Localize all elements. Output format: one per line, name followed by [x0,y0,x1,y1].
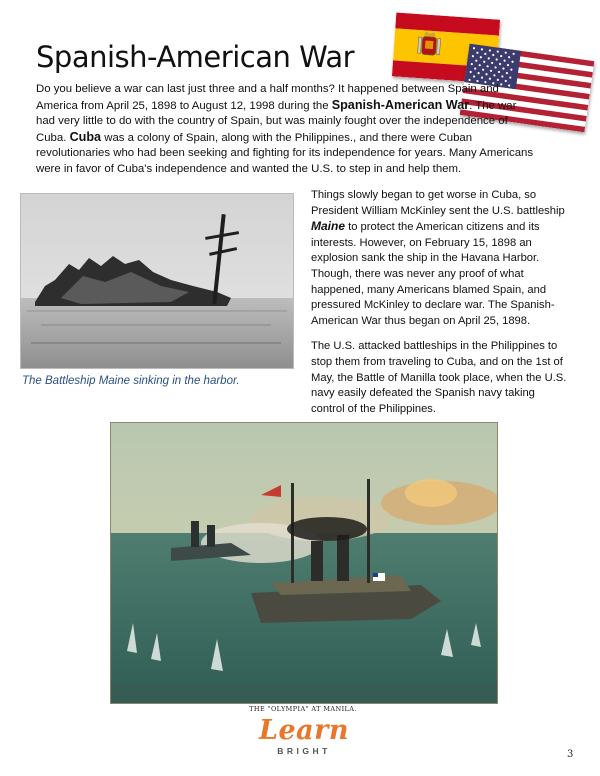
maine-sinking-photo [20,193,294,369]
intro-bold-war-name: Spanish-American War [331,97,470,112]
maine-text-2: to protect the American citizens and its interests. However, on February 15, 1898 an explosion sank the ship in the Havana Harbor. Though, there was never any proof of what happened, many Americans blamed Spain, and pressured McKinley to declare war. The Spanish-American War thus began on April 25, 1898. [311,221,555,327]
maine-paragraph [311,188,567,329]
logo-word: Learn [258,715,349,746]
intro-paragraph [36,82,536,178]
intro-text-1: Do you believe a war can last just three and a half months? It happened between Spain and America from April 25, 1898 to August 12, 1998 during the [36,83,499,112]
intro-bold-cuba: Cuba [69,129,102,144]
learn-bright-logo [258,716,350,772]
olympia-at-manila-painting [110,422,498,704]
page-number: 3 [567,749,574,760]
manila-paragraph: The U.S. attacked battleships in the Philippines to stop them from traveling to Cuba, and on the 1st of May, the Battle of Manilla took place, when the U.S. navy easily defeated the Spanish navy taking control of the Philippines. [311,340,567,415]
intro-text-2: . The war had very little to do with the country of Spain, but was mainly fought over the independence of Cuba. [36,99,517,144]
maine-text-1: Things slowly began to get worse in Cuba, so President William McKinley sent the U.S. battleship [311,189,565,217]
page-title: Spanish-American War [36,40,355,74]
maine-bold: Maine [311,219,346,234]
logo-subtitle: BRIGHT [277,746,331,756]
painting-caption: THE "OLYMPIA" AT MANILA. [249,705,357,713]
intro-text-3: was a colony of Spain, along with the Philippines., and there were Cuban revolutionaries who had been seeking and fighting for its independence for years. Many Americans were in favor of Cuba's independence and wanted the U.S. to step in and help them. [36,131,534,175]
right-column-text [311,188,567,427]
photo-caption: The Battleship Maine sinking in the harbor. [22,375,240,387]
